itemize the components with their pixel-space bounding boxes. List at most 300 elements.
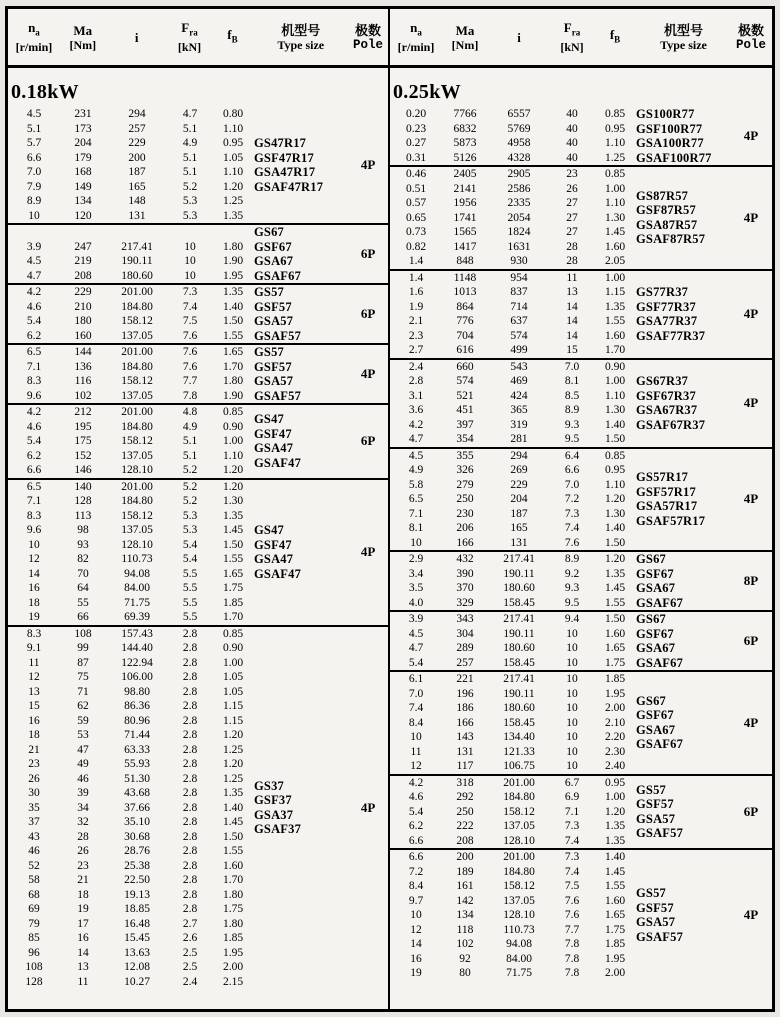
- cell-radial-force: 40: [566, 122, 578, 135]
- cell-ratio: 128.10: [121, 464, 153, 476]
- cell-service-factor: 1.85: [222, 932, 244, 944]
- cell-radial-force: 2.8: [182, 874, 198, 886]
- cell-radial-force: 5.1: [182, 122, 198, 135]
- table-row: [8, 641, 254, 656]
- cell-service-factor: 1.55: [222, 553, 244, 565]
- cell-torque: 195: [74, 420, 92, 433]
- cell-torque: 64: [77, 582, 89, 594]
- numeric-rows: [8, 345, 254, 403]
- type-size-list: [636, 285, 731, 343]
- cell-ratio: 148: [128, 195, 146, 207]
- table-row: [8, 567, 254, 582]
- cell-speed: 7.0: [408, 687, 424, 700]
- cell-torque: 131: [456, 745, 474, 758]
- cell-service-factor: 1.00: [604, 271, 626, 284]
- header-symbol: 极数: [355, 22, 382, 38]
- table-row: [8, 240, 254, 255]
- cell-speed: 4.7: [26, 269, 42, 282]
- cell-service-factor: 1.70: [604, 344, 626, 356]
- cell-ratio: 281: [510, 433, 528, 445]
- spec-block: [390, 612, 772, 672]
- cell-ratio: 137.05: [121, 524, 153, 536]
- cell-service-factor: 1.60: [604, 329, 626, 342]
- cell-ratio: 84.00: [506, 952, 532, 965]
- cell-radial-force: 5.1: [182, 435, 198, 447]
- table-row: [390, 716, 636, 731]
- cell-ratio: 184.80: [121, 495, 153, 507]
- cell-speed: 4.0: [408, 596, 424, 609]
- cell-speed: 19: [28, 611, 40, 623]
- cell-radial-force: 7.4: [564, 522, 580, 534]
- cell-radial-force: 14: [566, 329, 578, 342]
- table-row: [390, 776, 636, 791]
- cell-ratio: 157.43: [121, 627, 153, 640]
- table-row: [8, 300, 254, 315]
- cell-torque: 160: [74, 329, 92, 342]
- table-row: [8, 136, 254, 151]
- cell-radial-force: 2.8: [182, 801, 198, 814]
- col-header-torque: [442, 23, 488, 52]
- cell-torque: 16: [77, 932, 89, 944]
- cell-radial-force: 2.8: [182, 642, 198, 654]
- cell-service-factor: 1.40: [604, 522, 626, 534]
- cell-speed: 5.4: [26, 435, 42, 447]
- cell-torque: 120: [74, 209, 92, 222]
- pole-label: 4P: [743, 395, 759, 410]
- cell-speed: 18: [28, 596, 40, 609]
- cell-radial-force: 28: [566, 255, 578, 267]
- table-row: [8, 107, 254, 122]
- type-size-label: GS57: [636, 782, 666, 797]
- cell-radial-force: 2.8: [182, 888, 198, 901]
- type-size-label: GSAF57: [254, 388, 302, 403]
- cell-speed: 19: [410, 967, 422, 979]
- cell-service-factor: 1.90: [222, 255, 244, 267]
- cell-torque: 117: [456, 760, 474, 772]
- cell-ratio: 28.76: [124, 845, 150, 857]
- cell-service-factor: 1.05: [222, 671, 244, 683]
- cell-radial-force: 5.5: [182, 596, 198, 609]
- cell-ratio: 37.66: [124, 801, 150, 814]
- col-header-radial-force: [168, 20, 212, 55]
- col-header-speed: [390, 20, 442, 55]
- type-size-label: GSAF67: [636, 595, 684, 610]
- type-size-list: [254, 779, 348, 837]
- cell-radial-force: 14: [566, 315, 578, 327]
- table-row: [390, 314, 636, 329]
- cell-radial-force: 2.5: [182, 946, 198, 959]
- type-size-label: GSAF47: [254, 566, 302, 581]
- table-row: [8, 931, 254, 946]
- table-row: [8, 917, 254, 932]
- table-row: [390, 418, 636, 433]
- cell-torque: 108: [74, 627, 92, 640]
- cell-ratio: 71.44: [124, 729, 150, 741]
- cell-radial-force: 4.7: [182, 108, 198, 120]
- type-size-label: GSF67: [254, 239, 292, 254]
- cell-radial-force: 7.6: [182, 346, 198, 358]
- cell-radial-force: 5.4: [182, 553, 198, 565]
- cell-ratio: 201.00: [503, 776, 535, 789]
- cell-service-factor: 1.45: [604, 865, 626, 878]
- cell-torque: 173: [74, 122, 92, 135]
- header-unit: Type size: [660, 37, 707, 52]
- cell-torque: 521: [456, 389, 474, 402]
- cell-service-factor: 1.55: [604, 880, 626, 892]
- pole-label: 4P: [743, 714, 759, 730]
- spec-block: [8, 627, 388, 990]
- cell-radial-force: 5.3: [182, 195, 198, 207]
- type-size-label: GSA57: [636, 915, 676, 930]
- table-row: [8, 374, 254, 389]
- cell-radial-force: 5.1: [182, 151, 198, 164]
- table-row: [390, 952, 636, 967]
- header-symbol: 机型号: [663, 22, 703, 38]
- cell-torque: 574: [456, 375, 474, 387]
- type-size-label: GSF87R57: [636, 203, 696, 218]
- cell-ratio: 110.73: [503, 923, 535, 936]
- cell-service-factor: 1.30: [604, 507, 626, 520]
- cell-radial-force: 8.9: [564, 404, 580, 416]
- cell-ratio: 319: [510, 418, 528, 431]
- type-size-label: GS57: [636, 886, 666, 901]
- cell-speed: 0.73: [405, 226, 427, 238]
- type-size-label: GS67R37: [636, 374, 689, 388]
- cell-ratio: 6557: [507, 108, 531, 120]
- cell-ratio: 158.45: [503, 716, 535, 729]
- cell-speed: 21: [28, 743, 40, 756]
- cell-torque: 776: [456, 315, 474, 327]
- cell-radial-force: 7.8: [564, 938, 580, 950]
- cell-speed: 85: [28, 932, 40, 944]
- header-symbol: $n_a$: [410, 19, 422, 38]
- type-size-label: GSAF57R17: [636, 513, 706, 528]
- type-size-label: GSA67: [254, 254, 294, 268]
- cell-torque: 221: [456, 673, 474, 685]
- cell-radial-force: 23: [566, 168, 578, 180]
- cell-ratio: 201.00: [121, 286, 153, 298]
- cell-torque: 128: [74, 495, 92, 507]
- cell-speed: 12: [28, 553, 40, 565]
- cell-torque: 326: [456, 464, 474, 476]
- cell-service-factor: 1.50: [222, 538, 244, 551]
- table-row: [390, 656, 636, 671]
- cell-radial-force: 5.1: [182, 449, 198, 462]
- cell-ratio: 71.75: [124, 596, 150, 609]
- cell-torque: 14: [77, 946, 89, 959]
- cell-speed: 13: [28, 685, 40, 698]
- table-row: [8, 463, 254, 478]
- type-size-label: GSAF77R37: [636, 328, 706, 343]
- cell-service-factor: 1.00: [604, 182, 626, 195]
- table-row: [390, 834, 636, 849]
- cell-ratio: 180.60: [121, 269, 153, 282]
- cell-ratio: 51.30: [124, 772, 150, 785]
- cell-speed: 3.5: [408, 582, 424, 594]
- cell-radial-force: 9.5: [564, 433, 580, 445]
- cell-service-factor: 1.20: [604, 553, 626, 565]
- table-row: [8, 743, 254, 758]
- cell-ratio: 1824: [507, 226, 531, 238]
- spec-block: [390, 672, 772, 776]
- numeric-rows: [8, 627, 254, 990]
- cell-service-factor: 1.80: [222, 375, 244, 387]
- cell-radial-force: 10: [566, 627, 578, 640]
- type-size-label: GSF47R17: [254, 150, 314, 165]
- spec-block: [8, 345, 388, 405]
- cell-speed: 35: [28, 801, 40, 814]
- cell-service-factor: 1.80: [222, 240, 244, 253]
- type-size-list: [636, 612, 731, 670]
- cell-speed: 52: [28, 859, 40, 872]
- type-size-label: GSF57R17: [636, 484, 696, 499]
- header-unit: Pole: [735, 37, 766, 52]
- cell-service-factor: 1.40: [604, 418, 626, 431]
- cell-speed: 4.6: [26, 420, 42, 433]
- table-row: [8, 699, 254, 714]
- table-row: [390, 536, 636, 551]
- cell-radial-force: 10: [566, 716, 578, 729]
- cell-ratio: 137.05: [121, 389, 153, 402]
- cell-speed: 5.8: [408, 478, 424, 491]
- cell-torque: 161: [456, 880, 474, 892]
- table-row: [8, 786, 254, 801]
- type-size-label: GSF57: [636, 900, 674, 915]
- numeric-rows: [8, 107, 254, 223]
- cell-radial-force: 7.6: [564, 536, 580, 549]
- type-size-label: GSA87R57: [636, 217, 698, 232]
- cell-torque: 204: [74, 137, 92, 149]
- cell-service-factor: 1.70: [222, 874, 244, 886]
- cell-speed: 6.5: [408, 493, 424, 505]
- header-symbol: $F_{ra}$: [181, 19, 198, 38]
- cell-radial-force: 5.2: [182, 495, 198, 507]
- cell-ratio: 19.13: [124, 888, 150, 901]
- cell-speed: 3.4: [408, 567, 424, 580]
- cell-torque: 189: [456, 865, 474, 878]
- table-row: [8, 389, 254, 404]
- spec-block: [390, 271, 772, 360]
- cell-ratio: 543: [510, 360, 528, 373]
- table-row: [8, 209, 254, 224]
- cell-service-factor: 1.30: [222, 495, 244, 507]
- cell-service-factor: 1.85: [604, 938, 626, 950]
- cell-speed: 9.7: [408, 894, 424, 907]
- type-size-list: [254, 225, 348, 283]
- cell-speed: 8.1: [408, 522, 424, 534]
- cell-speed: 6.5: [26, 346, 42, 358]
- cell-service-factor: 1.15: [222, 700, 244, 712]
- table-row: [390, 449, 636, 464]
- cell-ratio: 469: [510, 375, 528, 387]
- cell-radial-force: 7.6: [564, 894, 580, 907]
- cell-radial-force: 7.4: [564, 865, 580, 878]
- type-size-list: [636, 552, 731, 610]
- cell-ratio: 25.38: [124, 859, 150, 872]
- cell-speed: 1.9: [408, 300, 424, 313]
- cell-speed: 6.6: [408, 834, 424, 847]
- cell-ratio: 187: [128, 166, 146, 178]
- cell-service-factor: 1.30: [604, 404, 626, 416]
- cell-radial-force: 7.6: [182, 360, 198, 373]
- cell-radial-force: 5.3: [182, 209, 198, 222]
- cell-speed: 108: [25, 961, 43, 973]
- pole-label: 4P: [360, 544, 376, 559]
- cell-ratio: 184.80: [121, 360, 153, 373]
- cell-radial-force: 10: [566, 642, 578, 654]
- cell-service-factor: 0.95: [222, 137, 244, 149]
- cell-torque: 355: [456, 449, 474, 462]
- cell-service-factor: 1.75: [604, 656, 626, 669]
- cell-speed: 2.9: [408, 553, 424, 565]
- cell-service-factor: 0.85: [222, 406, 244, 418]
- cell-service-factor: 1.15: [604, 286, 626, 298]
- header-symbol: 极数: [737, 22, 764, 38]
- cell-service-factor: 1.00: [604, 791, 626, 803]
- cell-radial-force: 15: [566, 344, 578, 356]
- cell-ratio: 200: [128, 151, 146, 164]
- cell-service-factor: 1.85: [222, 596, 244, 609]
- cell-ratio: 190.11: [503, 627, 535, 640]
- cell-ratio: 2905: [507, 168, 531, 180]
- cell-ratio: 158.12: [121, 315, 153, 327]
- type-size-label: GSA67R37: [636, 403, 698, 417]
- cell-service-factor: 1.20: [222, 758, 244, 770]
- cell-radial-force: 2.8: [182, 758, 198, 770]
- cell-speed: 16: [28, 582, 40, 594]
- type-size-label: GSAF47: [254, 455, 302, 470]
- type-size-label: GS100R77: [636, 107, 695, 121]
- cell-service-factor: 1.65: [222, 567, 244, 580]
- table-row: [390, 966, 636, 981]
- cell-torque: 87: [77, 656, 89, 669]
- cell-service-factor: 1.40: [222, 300, 244, 313]
- cell-torque: 166: [456, 716, 474, 729]
- type-size-label: GS47: [254, 523, 284, 537]
- cell-ratio: 22.50: [124, 874, 150, 886]
- cell-speed: 16: [410, 952, 422, 965]
- table-row: [8, 670, 254, 685]
- type-size-label: GSA67: [636, 581, 676, 595]
- cell-torque: 134: [74, 195, 92, 207]
- cell-radial-force: 7.7: [182, 375, 198, 387]
- cell-service-factor: 1.35: [604, 300, 626, 313]
- spec-block: [8, 225, 388, 285]
- cell-torque: 75: [77, 671, 89, 683]
- table-row: [8, 420, 254, 435]
- table-row: [390, 641, 636, 656]
- cell-service-factor: 1.95: [604, 687, 626, 700]
- cell-service-factor: 1.40: [222, 801, 244, 814]
- cell-torque: 66: [77, 611, 89, 623]
- type-size-label: GSF57: [254, 359, 292, 374]
- pole-label: 4P: [360, 366, 376, 381]
- cell-torque: 168: [74, 166, 92, 178]
- numeric-rows: [390, 776, 636, 849]
- cell-radial-force: 10: [566, 673, 578, 685]
- cell-speed: 3.9: [26, 240, 42, 253]
- col-header-type-size: [253, 23, 348, 52]
- type-size-label: GS57R17: [636, 470, 689, 485]
- cell-ratio: 294: [128, 108, 146, 120]
- cell-service-factor: 1.80: [222, 917, 244, 930]
- header-symbol: i: [517, 29, 521, 45]
- cell-speed: 18: [28, 729, 40, 741]
- cell-ratio: 424: [510, 389, 528, 402]
- table-row: [390, 612, 636, 627]
- header-symbol: $n_a$: [28, 19, 40, 38]
- cell-service-factor: 1.20: [604, 805, 626, 818]
- table-row: [390, 521, 636, 536]
- cell-ratio: 158.12: [503, 805, 535, 818]
- table-row: [390, 182, 636, 197]
- cell-ratio: 15.45: [124, 932, 150, 944]
- cell-torque: 247: [74, 240, 92, 253]
- cell-ratio: 128.10: [503, 909, 535, 921]
- cell-service-factor: 1.95: [222, 946, 244, 959]
- cell-radial-force: 7.3: [564, 820, 580, 832]
- cell-radial-force: 2.8: [182, 816, 198, 828]
- table-row: [390, 730, 636, 745]
- cell-torque: 704: [456, 329, 474, 342]
- cell-speed: 12: [410, 760, 422, 772]
- table-row: [8, 523, 254, 538]
- table-row: [390, 865, 636, 880]
- cell-speed: 10: [28, 209, 40, 222]
- header-symbol: $F_{ra}$: [563, 19, 581, 38]
- cell-ratio: 229: [510, 478, 528, 491]
- cell-service-factor: 1.05: [222, 151, 244, 164]
- table-row: [8, 757, 254, 772]
- cell-speed: 8.4: [408, 880, 424, 892]
- cell-radial-force: 26: [566, 182, 578, 195]
- cell-speed: 2.8: [408, 375, 424, 387]
- numeric-rows: [390, 107, 636, 165]
- table-row: [8, 815, 254, 830]
- cell-radial-force: 8.1: [564, 375, 580, 387]
- cell-ratio: 158.45: [503, 656, 535, 669]
- cell-torque: 208: [456, 834, 474, 847]
- type-size-label: GS37: [254, 778, 284, 793]
- numeric-rows: [8, 480, 254, 625]
- table-row: [8, 345, 254, 360]
- pole-label: 4P: [743, 491, 759, 507]
- type-size-label: GSAF57: [636, 826, 684, 841]
- cell-torque: 1148: [453, 271, 477, 284]
- cell-torque: 5126: [453, 151, 477, 164]
- type-size-label: GSA47: [254, 441, 294, 456]
- cell-torque: 144: [74, 346, 92, 358]
- cell-ratio: 121.33: [503, 745, 535, 758]
- cell-radial-force: 7.8: [564, 967, 580, 979]
- cell-torque: 17: [77, 917, 89, 930]
- table-row: [8, 888, 254, 903]
- header-unit: [Nm]: [69, 37, 97, 52]
- cell-ratio: 201.00: [121, 480, 153, 493]
- table-row: [8, 434, 254, 449]
- column-headers-right: [390, 9, 772, 68]
- cell-ratio: 55.93: [124, 758, 150, 770]
- cell-ratio: 180.60: [503, 582, 535, 594]
- cell-torque: 1417: [453, 240, 477, 253]
- type-size-label: GSAF67R37: [636, 417, 706, 432]
- cell-torque: 186: [456, 702, 474, 714]
- numeric-rows: [390, 850, 636, 981]
- cell-radial-force: 6.6: [564, 464, 580, 476]
- cell-ratio: 1631: [507, 240, 531, 253]
- table-row: [390, 908, 636, 923]
- cell-speed: 2.7: [408, 344, 424, 356]
